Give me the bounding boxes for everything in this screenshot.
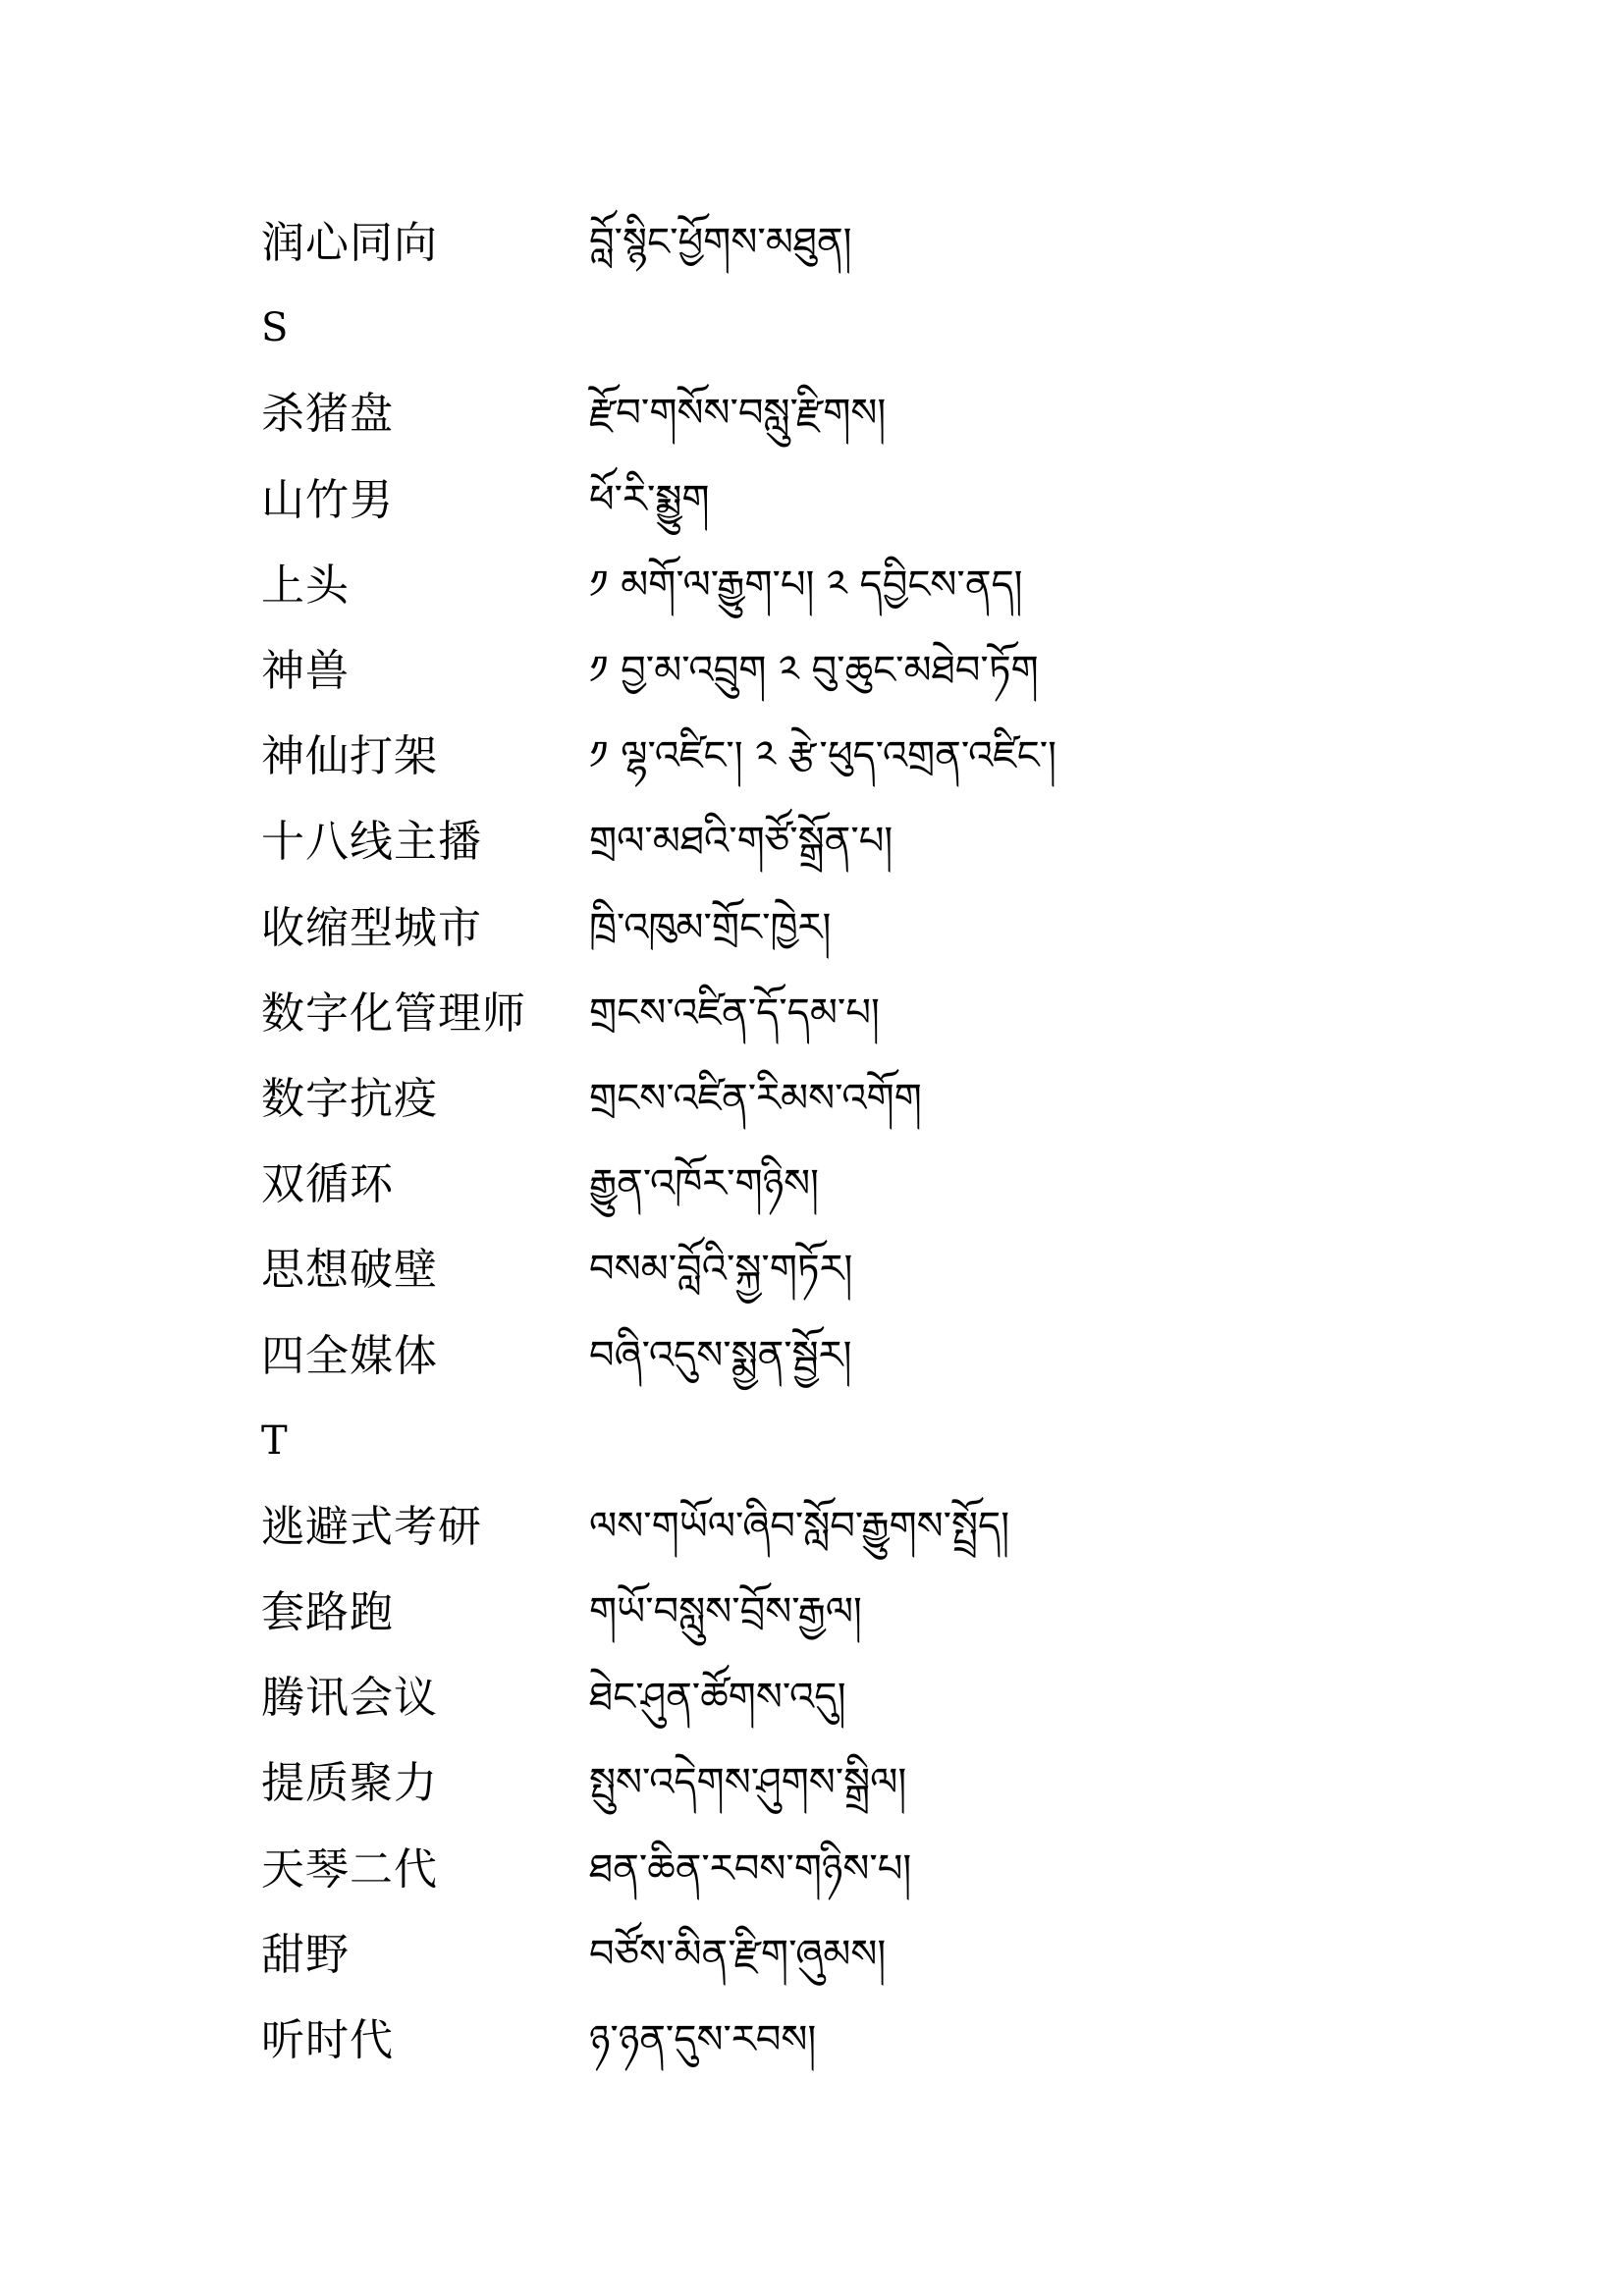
section-letter-heading — [261, 286, 1390, 371]
tibetan-translation: ༡ བྱ་མ་འབྲུག ༢ བུ་ཆུང་མཐེབ་ཏོག — [589, 648, 1039, 694]
section-letter-heading — [261, 1399, 1390, 1484]
section-letter: S — [261, 305, 289, 351]
glossary-entry — [261, 1142, 1390, 1227]
tibetan-translation: གཡོ་བསླུས་བྲོས་རྒྱལ། — [589, 1589, 862, 1635]
chinese-term: 山竹男 — [261, 474, 394, 525]
tibetan-translation: ཁྲི་འཁུམ་གྲོང་ཁྱེར། — [589, 904, 832, 950]
glossary-entry — [261, 371, 1390, 456]
tibetan-translation: ལས་གཡོལ་ཞིབ་སློབ་རྒྱུགས་སྤྲོད། — [589, 1503, 1010, 1549]
chinese-term: 上头 — [261, 560, 350, 611]
chinese-term: 神兽 — [261, 646, 350, 697]
glossary-entry — [261, 799, 1390, 884]
glossary-entry — [261, 714, 1390, 799]
tibetan-translation: ཐན་ཆིན་རབས་གཉིས་པ། — [589, 1845, 912, 1892]
glossary-entry — [261, 971, 1390, 1056]
glossary-entry — [261, 628, 1390, 714]
tibetan-translation: ༡ ལྷ་འཛིང་། ༢ རྩེ་ཕུད་འགྲན་འཛིང་། — [589, 733, 1057, 779]
glossary-entry — [261, 1227, 1390, 1312]
tibetan-translation: སྤུས་འདེགས་ཤུགས་སྒྲིལ། — [589, 1760, 907, 1806]
chinese-term: 逃避式考研 — [261, 1501, 482, 1552]
tibetan-translation: རྒྱུན་འཁོར་གཉིས། — [589, 1161, 819, 1207]
chinese-term: 腾讯会议 — [261, 1673, 438, 1724]
glossary-entry — [261, 543, 1390, 628]
tibetan-translation: བསམ་བློའི་སྐྱ་གཏོར། — [589, 1247, 853, 1293]
glossary-entry — [261, 1912, 1390, 1998]
chinese-term: 天琴二代 — [261, 1843, 438, 1895]
tibetan-translation: ཕོ་རི་སྨྱུག — [589, 476, 710, 522]
glossary-entry — [261, 1827, 1390, 1912]
tibetan-translation: ༡ མགོ་ལ་རྒྱུག་པ། ༢ དབྱིངས་ནད། — [589, 561, 1023, 608]
chinese-term: 神仙打架 — [261, 731, 438, 782]
chinese-term: 思想破壁 — [261, 1245, 438, 1296]
section-letter: T — [261, 1417, 288, 1464]
glossary-entry — [261, 1312, 1390, 1398]
chinese-term: 润心同向 — [261, 218, 438, 269]
glossary-entry — [261, 1655, 1390, 1740]
chinese-term: 杀猪盘 — [261, 389, 394, 440]
chinese-term: 数字化管理师 — [261, 988, 526, 1039]
glossary-entry — [261, 1484, 1390, 1570]
chinese-term: 数字抗疫 — [261, 1073, 438, 1124]
tibetan-translation: བཙོས་མིན་རྫིག་ཞུམས། — [589, 1931, 887, 1977]
tibetan-translation: གྲལ་མཐའི་གཙོ་སྒྲོན་པ། — [589, 819, 893, 865]
chinese-term: 提质聚力 — [261, 1758, 438, 1809]
tibetan-translation: གྲངས་འཛིན་དོ་དམ་པ། — [589, 989, 880, 1036]
tibetan-translation: བློ་སྙིང་ཕྱོགས་མཐུན། — [589, 220, 852, 266]
tibetan-translation: བཞི་འདུས་སྨྱན་སྦྱོར། — [589, 1332, 852, 1378]
glossary-entry — [261, 1570, 1390, 1655]
glossary-entry — [261, 1998, 1390, 2083]
glossary-entry — [261, 1056, 1390, 1142]
tibetan-translation: ཐེང་ཤུན་ཚོགས་འདུ། — [589, 1675, 846, 1721]
chinese-term: 四全媒体 — [261, 1330, 438, 1381]
glossary-entry — [261, 1740, 1390, 1826]
glossary-entry — [261, 885, 1390, 971]
glossary-entry — [261, 457, 1390, 543]
chinese-term: 甜野 — [261, 1929, 350, 1980]
glossary-list — [261, 200, 1390, 2083]
tibetan-translation: ཉ་ཉན་དུས་རབས། — [589, 2017, 817, 2063]
chinese-term: 收缩型城市 — [261, 902, 482, 953]
tibetan-translation: གྲངས་འཛིན་རིམས་འགོག — [589, 1075, 922, 1121]
chinese-term: 十八线主播 — [261, 817, 482, 868]
tibetan-translation: རྫོབ་གསོས་བསླུ་རྫིགས། — [589, 391, 887, 437]
chinese-term: 套路跑 — [261, 1587, 394, 1638]
chinese-term: 双循环 — [261, 1159, 394, 1210]
chinese-term: 听时代 — [261, 2015, 394, 2066]
glossary-entry — [261, 200, 1390, 286]
